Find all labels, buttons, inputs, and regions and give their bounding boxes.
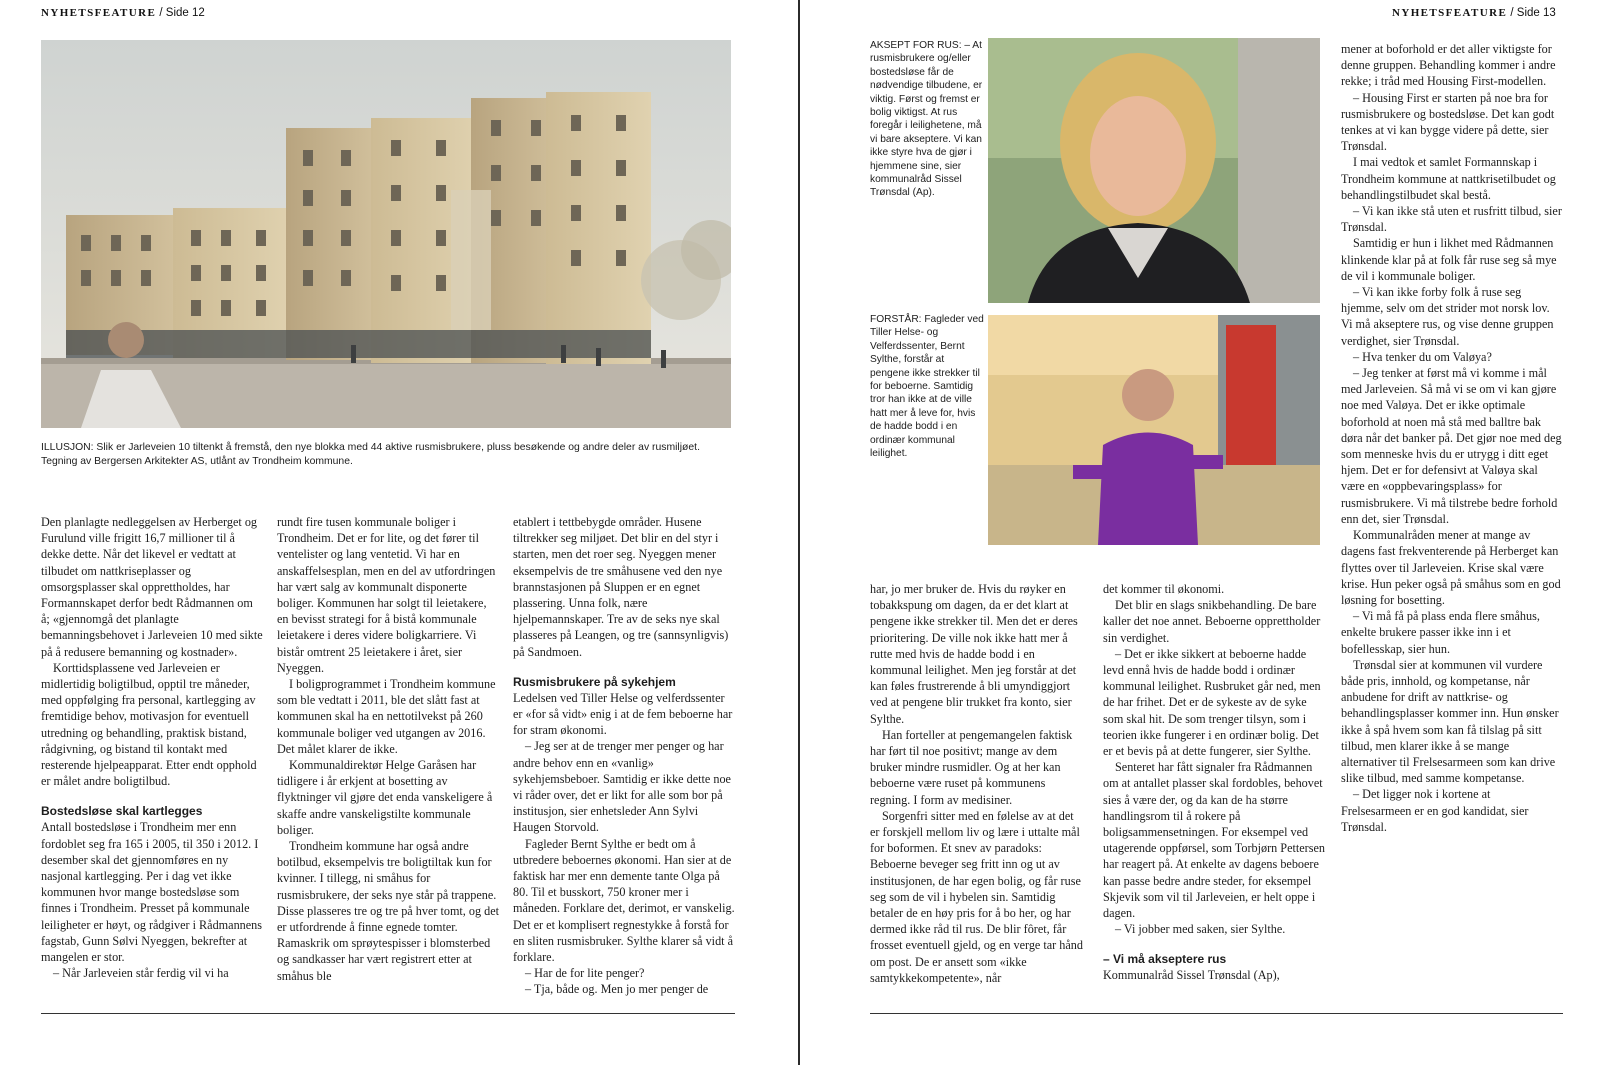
paragraph: Fagleder Bernt Sylthe er bedt om å utbredere beboernes økonomi. Han sier at de faktisk har mer enn demente tante Olga på 80. Til et busskort, 750 kroner mer i måneden. Forklare det, derimot, er vanskelig. Det er et komplisert regnestykke å forstå for en sliten rusmisbruker. Sylthe klarer så vidt å forklare. [513, 836, 735, 965]
paragraph: Trondheim kommune har også andre botilbud, eksempelvis tre boligtiltak kun for kvinner. I tillegg, ni småhus for rusmisbrukere, der seks nye står på trappene. Disse plasseres tre og tre på hver tomt, og det er utfordrende å finne egnede tomter. Ramaskrik om sprøytespisser i blomsterbed og sandkasser har vært registrert etter at småhus ble [277, 839, 500, 983]
subheading: Rusmisbrukere på sykehjem [513, 674, 676, 689]
photo-caption-2: FORSTÅR: Fagleder ved Tiller Helse- og Velferdssenter, Bernt Sylthe, forstår at pengene ikke strekker til for beboerne. Samtidig tror han ikke at de ville hatt mer å leve for, hvis de hadde bodd i en ordinær kommunal leilighet. [870, 314, 984, 460]
portrait-photo [988, 38, 1320, 303]
paragraph: Samtidig er hun i likhet med Rådmannen klinkende klar på at folk får ruse seg så mye de vil i kommunale boliger. [1341, 236, 1557, 283]
paragraph: Den planlagte nedleggelsen av Herberget og Furulund ville frigitt 16,7 millioner til å dekke dette. Når det likevel er vedtatt at tilbudet om nattkriseplasser og omsorgsplasser skal opprettholdes, har Formannskapet derfor bedt Rådmannen om å; «gjennomgå det planlagte bemanningsbehovet i Jarleveien 10 med sikte på å redusere bemanning og kostnader». [41, 515, 263, 659]
paragraph: – Housing First er starten på noe bra for rusmisbrukere og bostedsløse. Det kan godt tenkes at vi kan bygge videre på dette, sier Trønsdal. [1341, 90, 1555, 154]
paragraph: I boligprogrammet i Trondheim kommune som ble vedtatt i 2011, ble det slått fast at kommunen skal ha en nettotilvekst på 260 kommunale boliger ved utgangen av 2016. Det målet klarer de ikke. [277, 677, 496, 756]
subheading: Bostedsløse skal kartlegges [41, 804, 203, 819]
paragraph: rundt fire tusen kommunale boliger i Trondheim. Det er for lite, og det fører til ventelister og lang ventetid. Vi har en anskaffelsesplan, men en del av utfordringen har vært salg av kommunalt disponerte boliger. Kommunen har solgt til leietakere, en bevisst strategi for å bistå kommunale leietakere i deres videre boligkarriere. Vi bistår omtrent 25 leietakere i året, sier Nyeggen. [277, 515, 496, 675]
paragraph: Sorgenfri sitter med en følelse av at det er forskjell mellom liv og lære i uttalte mål for boformen. Et snev av paradoks: Beboerne beveger seg fritt inn og ut av institusjonen, de har egen bolig, og får ruse seg som de vil i hybelen sin. Samtidig betaler de en høy pris for å bo her, og har dermed ikke råd til rus. De blir fôret, får frosset eventuell gjeld, og en verge tar hånd om post. De er ansett som «ikke samtykkekompetente», når [870, 808, 1083, 985]
paragraph: – Vi kan ikke forby folk å ruse seg hjemme, selv om det strider mot norsk lov. Vi må akseptere rus, og vise denne gruppen verdighet, sier Trønsdal. [1341, 285, 1554, 348]
paragraph: I mai vedtok et samlet Formannskap i Trondheim kommune at nattkrisetilbudet og behandlingstilbudet skal bestå. [1341, 155, 1556, 202]
page-header-left [41, 7, 205, 19]
paragraph: har, jo mer bruker de. Hvis du røyker en tobakkspung om dagen, da er det klart at pengene ikke strekker til. Men det er deres prioritering. De ville nok ikke hatt mer å rutte med hvis de hadde bodd i en kommunal leilighet. Men jeg forstår at det kan føles frustrerende å bli umyndiggjort ved at pengene blir trukket fra konto, sier Sylthe. [870, 582, 1078, 726]
page-header-right [1392, 7, 1556, 19]
paragraph: – Har de for lite penger? [525, 966, 645, 981]
page-spine [798, 0, 800, 1065]
paragraph: Korttidsplassene ved Jarleveien er midlertidig boligtilbud, opptil tre måneder, med oppfølging fra personal, kartlegging av fremtidige behov, motivasjon for eventuell utredning og behandling, praktisk bistand, rådgivning, og bistand til kontakt med resterende hjelpeapparat. Etter endt opphold er målet andre boligtilbud. [41, 660, 257, 789]
paragraph: – Hva tenker du om Valøya? [1353, 349, 1492, 364]
paragraph: Han forteller at pengemangelen faktisk har ført til noe positivt; mange av dem bruker mindre rusmidler. Og at her kan beboerne være ruset på kommunens regning. I form av medisiner. [870, 727, 1073, 807]
hero-illustration [41, 40, 731, 428]
section-label: NYHETSFEATURE [41, 7, 157, 19]
section-label: NYHETSFEATURE [1392, 7, 1508, 19]
paragraph: etablert i tettbebygde områder. Husene tiltrekker seg miljøet. Det blir en del styr i starten, men det roer seg. Nyeggen mener eksempelvis de tre småhusene ved den nye brannstasjonen på Sluppen er en egnet plassering. Unna folk, nære hjelpemannskaper. Tre av de seks nye skal plasseres på Leangen, og tre (sannsynligvis) på Sandmoen. [513, 515, 729, 659]
paragraph: – Når Jarleveien står ferdig vil vi ha [53, 966, 229, 981]
article-column-2 [277, 514, 501, 984]
paragraph: – Det er ikke sikkert at beboerne hadde levd ennå hvis de hadde bodd i ordinær kommunal leilighet. Rusbruket går ned, men de har frihet. Det er de sykeste av de syke som skal hit. De som trenger tilsyn, som i teorien ikke fungerer i en ordinær bolig. Det er et bevis på at dette fungerer, sier Sylthe. [1103, 646, 1321, 759]
article-column-1 [41, 514, 263, 981]
article-column-3 [513, 514, 735, 998]
article-column-5 [1103, 581, 1325, 984]
paragraph: – Jeg ser at de trenger mer penger og har andre behov enn en «vanlig» sykehjemsbeboer. Samtidig er ikke dette noe vi råder over, det er likt for alle som bor på institusjon, sier enhetsleder Ann Sylvi Haugen Storvold. [513, 739, 731, 835]
paragraph: Ledelsen ved Tiller Helse og velferdssenter er «for så vidt» enig i at de fem beboerne har for stram økonomi. [513, 690, 733, 738]
page-number: / Side 13 [1510, 7, 1556, 19]
paragraph: mener at boforhold er det aller viktigste for denne gruppen. Behandling kommer i andre rekke; i tråd med Housing First-modellen. [1341, 42, 1556, 89]
bottom-rule [41, 1013, 735, 1014]
paragraph: Kommunalråd Sissel Trønsdal (Ap), [1103, 968, 1280, 983]
hero-caption: ILLUSJON: Slik er Jarleveien 10 tiltenkt å fremstå, den nye blokka med 44 aktive rusmisbrukere, pluss besøkende og andre deler av rusmiljøet. Tegning av Bergersen Arkitekter AS, utlånt av Trondheim kommune. [41, 442, 700, 467]
article-column-6 [1341, 41, 1563, 835]
photo-caption-1: AKSEPT FOR RUS: – At rusmisbrukere og/eller bostedsløse får de nødvendige tilbudene, er viktig. Først og fremst er bolig viktigst. At rus foregår i leilighetene, må vi bare akseptere. Vi kan ikke styre hva de gjør i hjemmene sine, sier kommunalråd Sissel Trønsdal (Ap). [870, 40, 983, 199]
page-number: / Side 12 [159, 7, 205, 19]
paragraph: – Det ligger nok i kortene at Frelsesarmeen er en god kandidat, sier Trønsdal. [1341, 787, 1529, 834]
paragraph: Antall bostedsløse i Trondheim mer enn fordoblet seg fra 165 i 2005, til 350 i 2012. I desember skal det gjennomføres en ny nasjonal kartlegging. Per i dag vet ikke kommunen hvor mange bostedsløse som finnes i Trondheim. Presset på kommunale leiligheter er høyt, og rådgiver i Rådmannens fagstab, Gunn Sølvi Nyeggen, bekrefter at mangelen er stor. [41, 820, 262, 965]
interior-photo [988, 315, 1320, 545]
paragraph: Kommunaldirektør Helge Garåsen har tidligere i år erkjent at bosetting av flyktninger vil gjøre det enda vanskeligere å skaffe andre vanskeligstilte kommunale boliger. [277, 758, 493, 837]
paragraph: – Vi må få på plass enda flere småhus, enkelte brukere passer ikke inn i et bofellesskap, sier hun. [1341, 609, 1540, 656]
subheading: – Vi må akseptere rus [1103, 952, 1227, 967]
paragraph: Kommunalråden mener at mange av dagens fast frekventerende på Herberget kan flyttes over til Jarleveien. Krise skal være krise. Hun peker også på småhus som en god løsning for bosetting. [1341, 528, 1561, 607]
paragraph: Senteret har fått signaler fra Rådmannen om at antallet plasser skal fordobles, behovet sies å være der, og da kan de ha større handlingsrom til å rokere på boligsammensetningen. For eksempel ved utagerende oppførsel, som Torbjørn Pettersen har reagert på. At enkelte av dagens beboere kan passe bedre andre steder, for eksempel Skjevik som vil til Jarleveien, er helt oppe i dagen. [1103, 760, 1325, 921]
bottom-rule [870, 1013, 1563, 1014]
article-column-4 [870, 581, 1084, 986]
paragraph: – Tja, både og. Men jo mer penger de [525, 982, 709, 997]
paragraph: – Vi kan ikke stå uten et rusfritt tilbud, sier Trønsdal. [1341, 204, 1562, 235]
paragraph: Trønsdal sier at kommunen vil vurdere både pris, innhold, og kompetanse, når anbudene for drift av nattkrise- og behandlingsplasser kommer inn. Hun ønsker ikke å spå hvem som kan få tilslag på sitt tilbud, men klarer ikke å se mange alternativer til Frelsesarmeen som kan drive slike tilbud, med samme kompetanse. [1341, 657, 1559, 786]
paragraph: – Vi jobber med saken, sier Sylthe. [1115, 922, 1286, 937]
paragraph: det kommer til økonomi. [1103, 582, 1225, 596]
paragraph: Det blir en slags snikbehandling. De bare kaller det noe annet. Beboerne opprettholder sin verdighet. [1103, 598, 1321, 645]
paragraph: – Jeg tenker at først må vi komme i mål med Jarleveien. Så må vi se om vi kan gjøre noe med Valøya. Det er ikke optimale boforhold at noen må stå med balltre bak døra når det banker på. Det gjør noe med deg som menneske hvis du er utrygg i ditt eget hjem. Det er for defensivt at Valøya skal være en «oppbevaringsplass» for rusmisbrukere. Vi må tilstrebe bedre forhold enn det, sier Trønsdal. [1341, 366, 1562, 526]
